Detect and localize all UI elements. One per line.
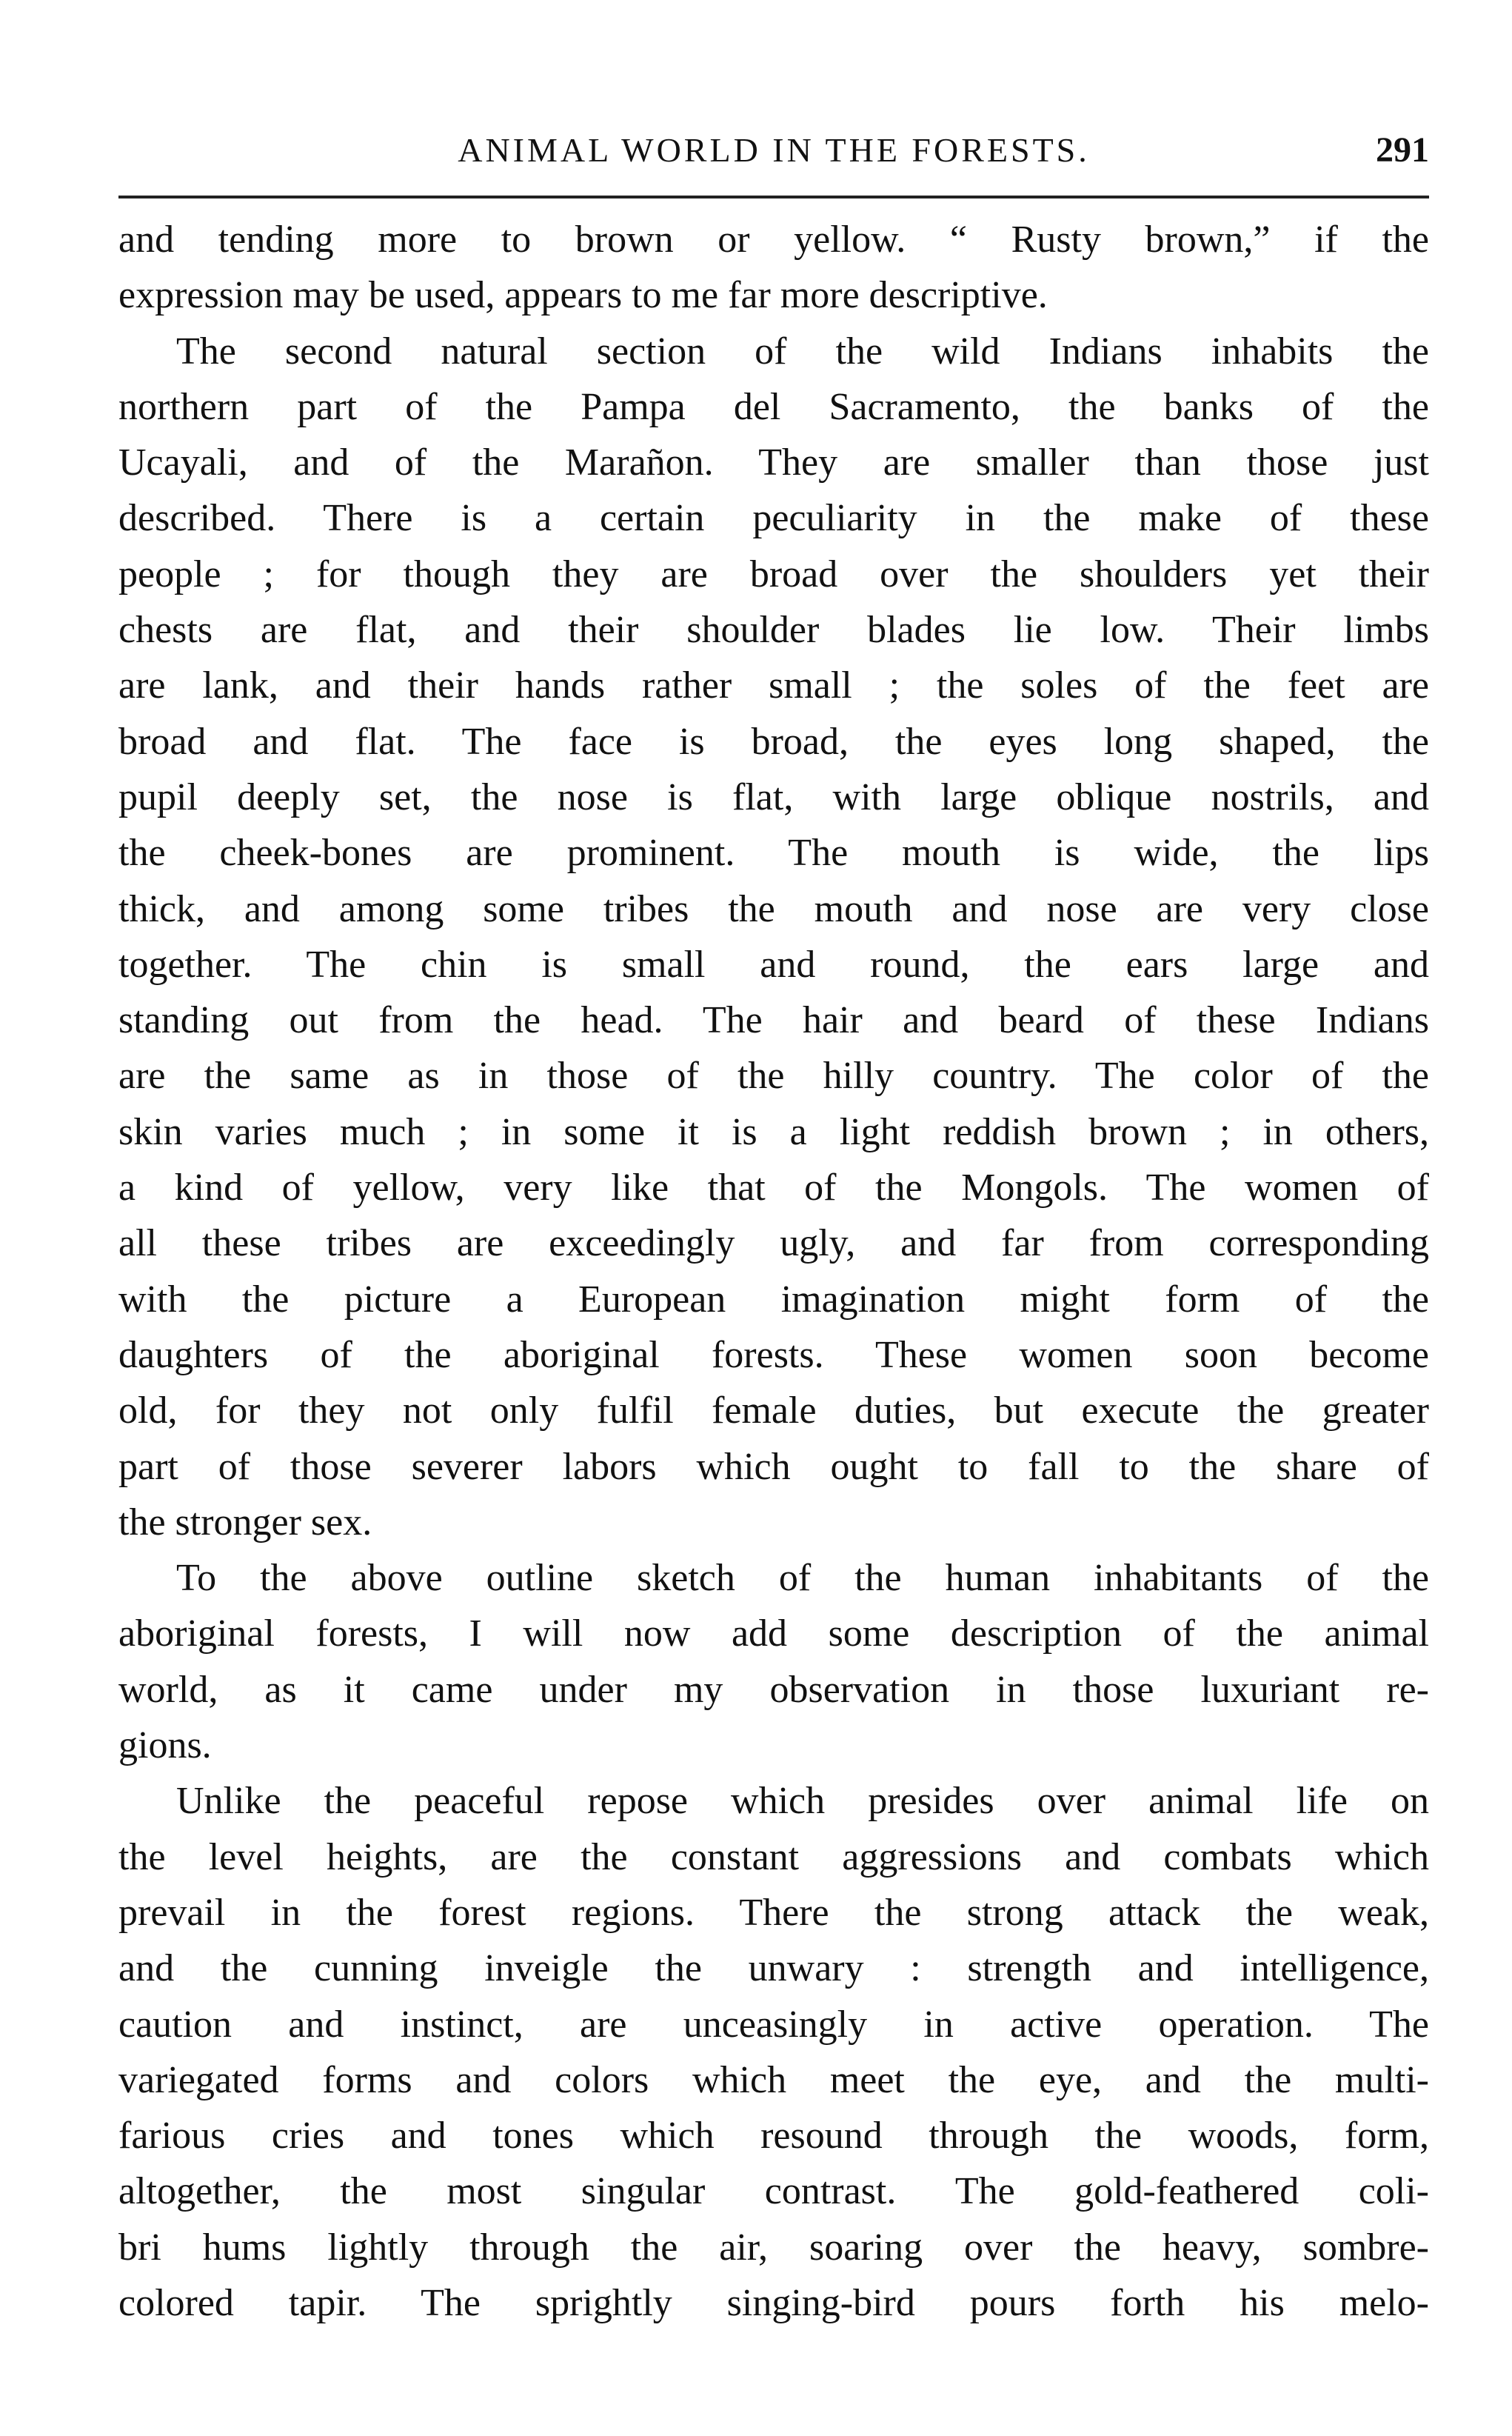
- text-line: variegated forms and colors which meet the eye, and the multi-: [118, 2058, 1429, 2101]
- text-line: are lank, and their hands rather small ; the soles of the feet are: [118, 664, 1429, 707]
- paragraph: [118, 212, 1429, 324]
- body-text: [118, 212, 1429, 2331]
- header-rule: [118, 196, 1429, 198]
- text-line: people ; for though they are broad over the shoulders yet their: [118, 553, 1429, 595]
- text-line: northern part of the Pampa del Sacramento, the banks of the: [118, 385, 1429, 428]
- text-line: colored tapir. The sprightly singing-bird pours forth his melo-: [118, 2281, 1429, 2324]
- text-line: and the cunning inveigle the unwary : strength and intelligence,: [118, 1947, 1429, 1990]
- text-line: world, as it came under my observation in those luxuriant re-: [118, 1668, 1429, 1711]
- text-line: aboriginal forests, I will now add some description of the animal: [118, 1612, 1429, 1655]
- text-line: prevail in the forest regions. There the strong attack the weak,: [118, 1891, 1429, 1934]
- text-line: are the same as in those of the hilly country. The color of the: [118, 1055, 1429, 1098]
- text-line: the stronger sex.: [118, 1501, 372, 1544]
- text-line: a kind of yellow, very like that of the Mongols. The women of: [118, 1167, 1429, 1209]
- text-line: all these tribes are exceedingly ugly, and far from corresponding: [118, 1222, 1429, 1265]
- text-line: To the above outline sketch of the human inhabitants of the: [176, 1557, 1429, 1600]
- text-line: expression may be used, appears to me far more descriptive.: [118, 274, 1048, 317]
- text-line: skin varies much ; in some it is a light reddish brown ; in others,: [118, 1110, 1429, 1153]
- page-number: 291: [1376, 130, 1429, 170]
- text-line: bri hums lightly through the air, soaring over the heavy, sombre-: [118, 2226, 1429, 2269]
- text-line: broad and flat. The face is broad, the eyes long shaped, the: [118, 720, 1429, 763]
- text-line: together. The chin is small and round, the ears large and: [118, 943, 1429, 986]
- text-line: chests are flat, and their shoulder blades lie low. Their limbs: [118, 609, 1429, 652]
- running-title: ANIMAL WORLD IN THE FORESTS.: [458, 131, 1090, 169]
- running-head: [118, 124, 1429, 176]
- text-line: described. There is a certain peculiarity in the make of these: [118, 497, 1429, 540]
- text-line: The second natural section of the wild Indians inhabits the: [176, 330, 1429, 373]
- text-line: caution and instinct, are unceasingly in active operation. The: [118, 2003, 1429, 2046]
- text-line: daughters of the aboriginal forests. These women soon become: [118, 1333, 1429, 1376]
- text-line: Unlike the peaceful repose which presides over animal life on: [176, 1780, 1429, 1823]
- text-line: pupil deeply set, the nose is flat, with large oblique nostrils, and: [118, 775, 1429, 818]
- text-line: thick, and among some tribes the mouth and nose are very close: [118, 887, 1429, 930]
- paragraph: [118, 324, 1429, 1551]
- text-line: farious cries and tones which resound through the woods, form,: [118, 2115, 1429, 2158]
- text-line: standing out from the head. The hair and beard of these Indians: [118, 999, 1429, 1042]
- text-line: with the picture a European imagination might form of the: [118, 1278, 1429, 1321]
- text-line: old, for they not only fulfil female duties, but execute the greater: [118, 1389, 1429, 1432]
- text-line: Ucayali, and of the Marañon. They are smaller than those just: [118, 441, 1429, 484]
- text-line: the cheek-bones are prominent. The mouth is wide, the lips: [118, 832, 1429, 875]
- text-line: part of those severer labors which ought to fall to the share of: [118, 1445, 1429, 1488]
- paragraph: [118, 1550, 1429, 1773]
- text-line: and tending more to brown or yellow. “ Rusty brown,” if the: [118, 218, 1429, 261]
- paragraph: [118, 1773, 1429, 2331]
- text-line: gions.: [118, 1724, 212, 1767]
- text-line: altogether, the most singular contrast. The gold-feathered coli-: [118, 2170, 1429, 2213]
- text-line: the level heights, are the constant aggressions and combats which: [118, 1835, 1429, 1878]
